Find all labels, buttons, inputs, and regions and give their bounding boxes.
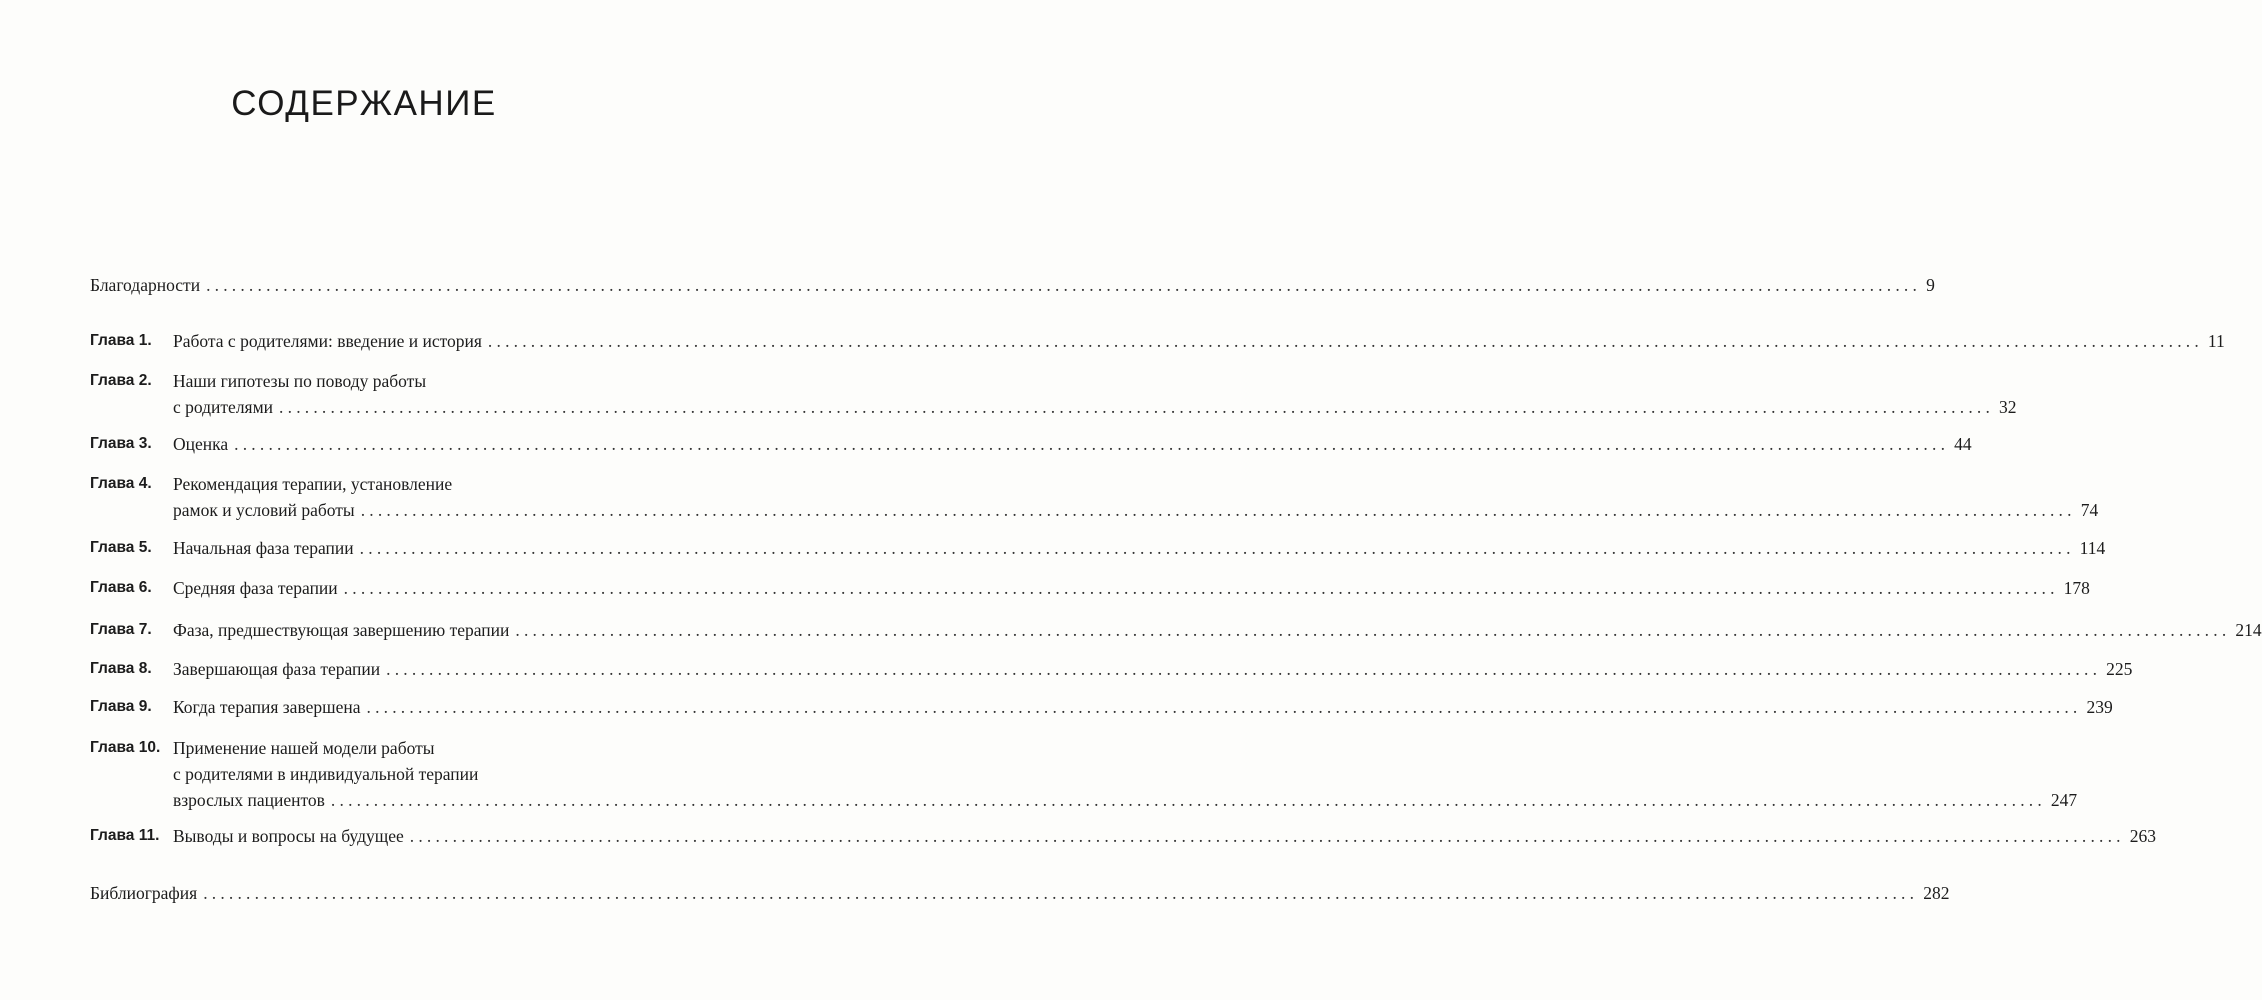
toc-entry-chapter-10[interactable] <box>173 790 2078 810</box>
toc-entry-title: Наши гипотезы по поводу работы <box>173 371 427 391</box>
chapter-label: Глава 8. <box>90 660 152 677</box>
toc-entry-chapter-2[interactable] <box>173 371 426 391</box>
chapter-label: Глава 9. <box>90 698 152 715</box>
toc-page-number: 263 <box>2129 826 2156 846</box>
toc-page-number: 178 <box>2063 578 2090 598</box>
toc-entry-title: Когда терапия завершена <box>173 697 361 717</box>
toc-entry-chapter-4[interactable] <box>173 500 2099 520</box>
toc-entry-title: Выводы и вопросы на будущее <box>173 826 404 846</box>
dot-leader: ........................................................................................................................................................................................................ <box>515 620 2231 640</box>
chapter-label: Глава 1. <box>90 332 152 349</box>
chapter-label: Глава 3. <box>90 435 152 452</box>
chapter-label: Глава 7. <box>90 621 152 638</box>
toc-entry-title: Применение нашей модели работы <box>173 738 435 758</box>
dot-leader: ........................................................................................................................................................................................................ <box>359 538 2075 558</box>
toc-entry-title: с родителями <box>173 397 274 417</box>
toc-entry-chapter-1[interactable] <box>173 331 2225 351</box>
dot-leader: ........................................................................................................................................................................................................ <box>409 826 2125 846</box>
toc-entry-title: Фаза, предшествующая завершению терапии <box>173 620 510 640</box>
chapter-label: Глава 4. <box>90 475 152 492</box>
toc-entry-chapter-10[interactable] <box>173 764 478 784</box>
toc-entry-chapter-7[interactable] <box>173 620 2262 640</box>
toc-entry-chapter-5[interactable] <box>173 538 2106 558</box>
dot-leader: ........................................................................................................................................................................................................ <box>487 331 2203 351</box>
toc-entry-chapter-8[interactable] <box>173 659 2133 679</box>
dot-leader: ........................................................................................................................................................................................................ <box>343 578 2059 598</box>
toc-page-number: 74 <box>2080 500 2099 520</box>
toc-entry-chapter-9[interactable] <box>173 697 2113 717</box>
dot-leader: ........................................................................................................................................................................................................ <box>330 790 2046 810</box>
toc-page-number: 44 <box>1954 434 1972 454</box>
toc-entry-title: Средняя фаза терапии <box>173 578 338 598</box>
toc-entry-chapter-2[interactable] <box>173 397 2017 417</box>
page-title: СОДЕРЖАНИЕ <box>231 84 497 123</box>
toc-entry-title: Благодарности <box>90 275 201 295</box>
toc-entry-title: Работа с родителями: введение и история <box>173 331 482 351</box>
toc-page-number: 225 <box>2106 659 2133 679</box>
toc-entry-chapter-6[interactable] <box>173 578 2090 598</box>
dot-leader: ........................................................................................................................................................................................................ <box>366 697 2082 717</box>
dot-leader: ........................................................................................................................................................................................................ <box>360 500 2076 520</box>
chapter-label: Глава 5. <box>90 539 152 556</box>
chapter-label: Глава 6. <box>90 579 152 596</box>
toc-page-number: 214 <box>2235 620 2262 640</box>
dot-leader: ........................................................................................................................................................................................................ <box>203 883 1919 903</box>
toc-page-number: 282 <box>1923 883 1950 903</box>
toc-entry-chapter-10[interactable] <box>173 738 435 758</box>
toc-entry-title: Оценка <box>173 434 229 454</box>
dot-leader: ........................................................................................................................................................................................................ <box>279 397 1995 417</box>
toc-entry-chapter-11[interactable] <box>173 826 2156 846</box>
toc-page-number: 11 <box>2207 331 2225 351</box>
toc-entry-title: Библиография <box>90 883 198 903</box>
toc-entry-title: рамок и условий работы <box>173 500 355 520</box>
dot-leader: ........................................................................................................................................................................................................ <box>206 275 1922 295</box>
toc-page-number: 247 <box>2050 790 2078 810</box>
toc-page-number: 114 <box>2079 538 2106 558</box>
chapter-label: Глава 11. <box>90 827 160 844</box>
toc-entry-title: взрослых пациентов <box>173 790 325 810</box>
toc-entry-title: с родителями в индивидуальной терапии <box>173 764 479 784</box>
chapter-label: Глава 10. <box>90 739 161 756</box>
toc-entry-bibliography[interactable] <box>90 883 1950 903</box>
toc-entry-title: Завершающая фаза терапии <box>173 659 381 679</box>
dot-leader: ........................................................................................................................................................................................................ <box>234 434 1950 454</box>
dot-leader: ........................................................................................................................................................................................................ <box>386 659 2102 679</box>
toc-entry-chapter-3[interactable] <box>173 434 1972 454</box>
toc-page-number: 32 <box>1999 397 2017 417</box>
toc-entry-acknowledgments[interactable] <box>90 275 1935 295</box>
toc-entry-chapter-4[interactable] <box>173 474 452 494</box>
toc-page-number: 239 <box>2086 697 2113 717</box>
toc-page-number: 9 <box>1926 275 1935 295</box>
toc-entry-title: Начальная фаза терапии <box>173 538 354 558</box>
toc-entry-title: Рекомендация терапии, установление <box>173 474 453 494</box>
chapter-label: Глава 2. <box>90 372 152 389</box>
